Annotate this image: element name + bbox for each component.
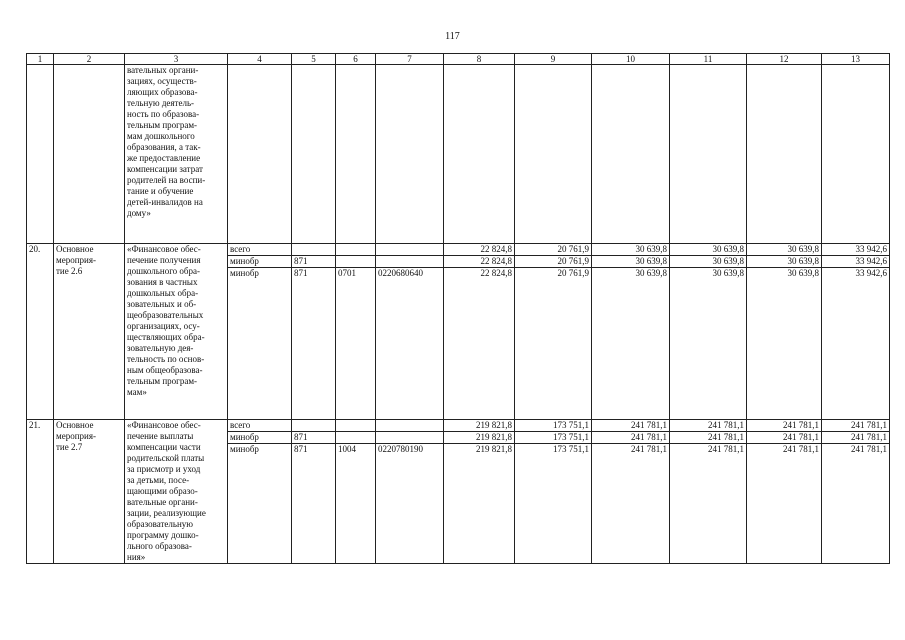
- value-cell: 20 761,9: [515, 244, 592, 256]
- table-cell: [54, 65, 125, 244]
- code-grbs: 871: [292, 256, 336, 268]
- value-cell: 33 942,6: [822, 244, 890, 256]
- header-cell: 9: [515, 54, 592, 65]
- funding-source: минобр: [228, 256, 292, 268]
- funding-source: минобр: [228, 268, 292, 420]
- value-cell: 241 781,1: [670, 420, 747, 432]
- code-csr: [376, 244, 444, 256]
- value-cell: 241 781,1: [747, 432, 822, 444]
- page-number: 117: [445, 31, 460, 42]
- header-cell: 11: [670, 54, 747, 65]
- table-cell: [592, 65, 670, 244]
- value-cell: 30 639,8: [670, 244, 747, 256]
- value-cell: 22 824,8: [444, 268, 515, 420]
- value-cell: 241 781,1: [592, 420, 670, 432]
- row-number: 21.: [27, 420, 54, 564]
- code-rzpr: 1004: [336, 444, 376, 564]
- value-cell: 20 761,9: [515, 256, 592, 268]
- header-cell: 5: [292, 54, 336, 65]
- value-cell: 30 639,8: [670, 256, 747, 268]
- header-cell: 10: [592, 54, 670, 65]
- value-cell: 219 821,8: [444, 432, 515, 444]
- continuation-row: [27, 65, 890, 244]
- table-cell: [376, 65, 444, 244]
- code-csr: [376, 432, 444, 444]
- table-cell: [747, 65, 822, 244]
- value-cell: 241 781,1: [670, 444, 747, 564]
- funding-source: минобр: [228, 432, 292, 444]
- header-cell: 7: [376, 54, 444, 65]
- value-cell: 241 781,1: [592, 444, 670, 564]
- value-cell: 173 751,1: [515, 420, 592, 432]
- table-cell: [228, 65, 292, 244]
- table-cell: [336, 65, 376, 244]
- funding-source: всего: [228, 420, 292, 432]
- table-row: [27, 420, 890, 432]
- value-cell: 30 639,8: [747, 268, 822, 420]
- table-cell: [515, 65, 592, 244]
- code-csr: 0220680640: [376, 268, 444, 420]
- value-cell: 241 781,1: [822, 444, 890, 564]
- value-cell: 30 639,8: [747, 244, 822, 256]
- code-grbs: [292, 420, 336, 432]
- value-cell: 22 824,8: [444, 256, 515, 268]
- code-grbs: 871: [292, 432, 336, 444]
- table-cell: [822, 65, 890, 244]
- value-cell: 30 639,8: [747, 256, 822, 268]
- code-grbs: 871: [292, 268, 336, 420]
- code-rzpr: [336, 244, 376, 256]
- table-cell: [670, 65, 747, 244]
- value-cell: 33 942,6: [822, 256, 890, 268]
- header-cell: 8: [444, 54, 515, 65]
- value-cell: 30 639,8: [592, 256, 670, 268]
- row-number: 20.: [27, 244, 54, 420]
- header-cell: 12: [747, 54, 822, 65]
- value-cell: 22 824,8: [444, 244, 515, 256]
- value-cell: 219 821,8: [444, 444, 515, 564]
- value-cell: 241 781,1: [822, 432, 890, 444]
- value-cell: 241 781,1: [670, 432, 747, 444]
- code-rzpr: [336, 420, 376, 432]
- code-grbs: 871: [292, 444, 336, 564]
- code-rzpr: [336, 256, 376, 268]
- value-cell: 241 781,1: [822, 420, 890, 432]
- header-cell: 3: [125, 54, 228, 65]
- value-cell: 241 781,1: [747, 420, 822, 432]
- table-cell: [444, 65, 515, 244]
- code-grbs: [292, 244, 336, 256]
- value-cell: 30 639,8: [670, 268, 747, 420]
- value-cell: 33 942,6: [822, 268, 890, 420]
- activity-description: «Финансовое обес- печение выплаты компенсации части родительской платы за присмотр и уход за детьми, посе- щающими образо- вательные органи- зации, реализующие образовательную программу дошко- льного образова- ния»: [125, 420, 228, 564]
- header-cell: 2: [54, 54, 125, 65]
- code-csr: [376, 420, 444, 432]
- continuation-description: вательных органи- зациях, осуществ- ляющих образова- тельную деятель- ность по образова- тельным програм- мам дошкольного образования, а так- же предоставление компенсации затрат родителей на воспи- тание и обучение детей-инвалидов на дому»: [125, 65, 228, 244]
- table-cell: [292, 65, 336, 244]
- header-cell: 1: [27, 54, 54, 65]
- value-cell: 30 639,8: [592, 268, 670, 420]
- value-cell: 219 821,8: [444, 420, 515, 432]
- budget-table: [26, 53, 890, 564]
- activity-description: «Финансовое обес- печение получения дошкольного обра- зования в частных дошкольных обра- зовательных и об- щеобразовательных организациях, осу- ществляющих обра- зовательную дея- тельность по основ- ным общеобразова- тельным програм- мам»: [125, 244, 228, 420]
- table-cell: [27, 65, 54, 244]
- value-cell: 241 781,1: [592, 432, 670, 444]
- code-csr: [376, 256, 444, 268]
- code-rzpr: 0701: [336, 268, 376, 420]
- value-cell: 20 761,9: [515, 268, 592, 420]
- value-cell: 30 639,8: [592, 244, 670, 256]
- funding-source: минобр: [228, 444, 292, 564]
- value-cell: 241 781,1: [747, 444, 822, 564]
- header-row: [27, 54, 890, 65]
- code-csr: 0220780190: [376, 444, 444, 564]
- value-cell: 173 751,1: [515, 444, 592, 564]
- value-cell: 173 751,1: [515, 432, 592, 444]
- funding-source: всего: [228, 244, 292, 256]
- table-row: [27, 244, 890, 256]
- header-cell: 4: [228, 54, 292, 65]
- activity-name: Основное мероприя- тие 2.7: [54, 420, 125, 564]
- header-cell: 6: [336, 54, 376, 65]
- header-cell: 13: [822, 54, 890, 65]
- code-rzpr: [336, 432, 376, 444]
- activity-name: Основное мероприя- тие 2.6: [54, 244, 125, 420]
